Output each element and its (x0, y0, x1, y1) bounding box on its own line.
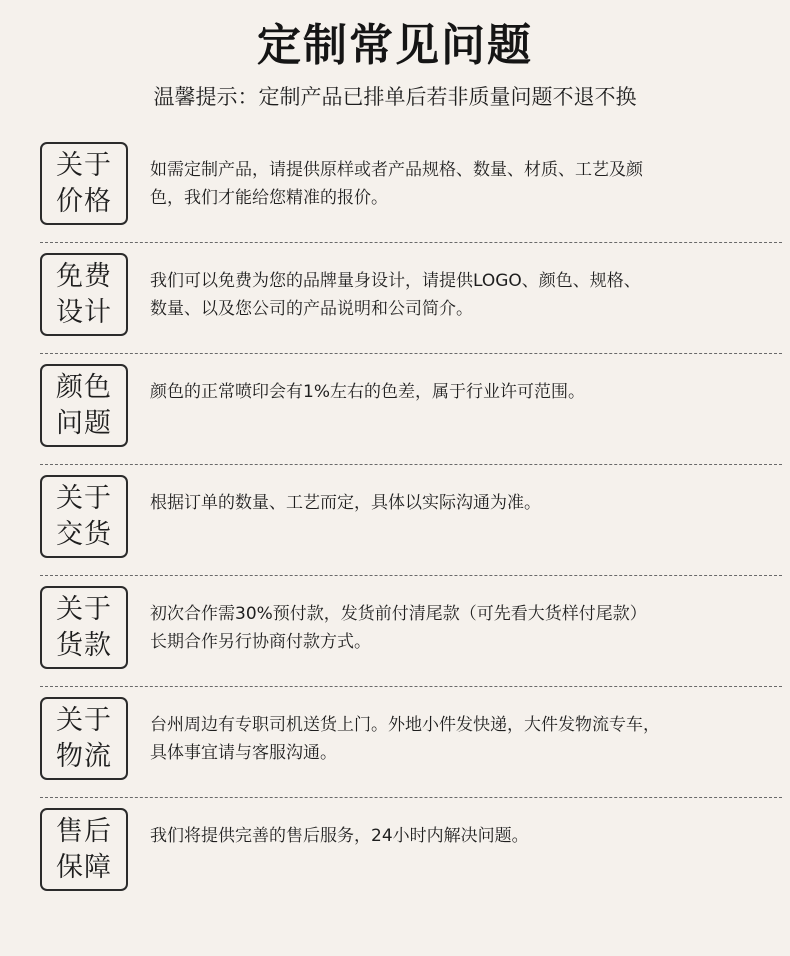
faq-answer-line: 根据订单的数量、工艺而定，具体以实际沟通为准。 (150, 493, 541, 513)
faq-answer-line: 我们可以免费为您的品牌量身设计，请提供LOGO、颜色、规格、 (150, 271, 641, 291)
notice-text: 温馨提示：定制产品已排单后若非质量问题不退不换 (153, 85, 637, 109)
faq-item-price (0, 132, 790, 243)
faq-tag-line: 颜色 (56, 371, 112, 403)
faq-tag-line: 价格 (56, 185, 112, 217)
faq-answer (150, 267, 762, 323)
faq-tag (40, 475, 128, 558)
faq-item-delivery (0, 465, 790, 576)
faq-answer-line: 数量、以及您公司的产品说明和公司简介。 (150, 299, 473, 319)
faq-tag (40, 808, 128, 891)
faq-item-color (0, 354, 790, 465)
faq-answer-line: 我们将提供完善的售后服务，24小时内解决问题。 (150, 826, 529, 846)
faq-tag (40, 142, 128, 225)
faq-tag-line: 交货 (56, 518, 112, 550)
faq-item-free-design (0, 243, 790, 354)
faq-tag-line: 物流 (56, 740, 112, 772)
faq-answer (150, 378, 762, 406)
faq-tag-line: 关于 (56, 704, 112, 736)
faq-tag-line: 免费 (56, 260, 112, 292)
faq-tag-line: 问题 (56, 407, 112, 439)
faq-tag-line: 货款 (56, 629, 112, 661)
faq-tag-line: 关于 (56, 149, 112, 181)
faq-tag-line: 设计 (56, 296, 112, 328)
faq-list (0, 132, 790, 909)
faq-item-logistics (0, 687, 790, 798)
faq-answer-line: 具体事宜请与客服沟通。 (150, 743, 337, 763)
faq-tag (40, 697, 128, 780)
faq-item-payment (0, 576, 790, 687)
faq-answer-line: 色，我们才能给您精准的报价。 (150, 188, 388, 208)
faq-answer (150, 711, 762, 767)
faq-answer (150, 156, 762, 212)
faq-tag-line: 售后 (56, 815, 112, 847)
faq-tag (40, 364, 128, 447)
faq-answer (150, 822, 762, 850)
faq-answer-line: 颜色的正常喷印会有1%左右的色差，属于行业许可范围。 (150, 382, 585, 402)
faq-answer (150, 489, 762, 517)
faq-tag (40, 253, 128, 336)
faq-answer (150, 600, 762, 656)
faq-tag (40, 586, 128, 669)
faq-answer-line: 初次合作需30%预付款，发货前付清尾款（可先看大货样付尾款） (150, 604, 647, 624)
faq-answer-line: 如需定制产品，请提供原样或者产品规格、数量、材质、工艺及颜 (150, 160, 643, 180)
faq-tag-line: 保障 (56, 851, 112, 883)
faq-answer-line: 台州周边有专职司机送货上门。外地小件发快递，大件发物流专车， (150, 715, 660, 735)
faq-item-after-sales (0, 798, 790, 909)
faq-answer-line: 长期合作另行协商付款方式。 (150, 632, 371, 652)
faq-tag-line: 关于 (56, 482, 112, 514)
page-title: 定制常见问题 (257, 20, 533, 71)
faq-tag-line: 关于 (56, 593, 112, 625)
